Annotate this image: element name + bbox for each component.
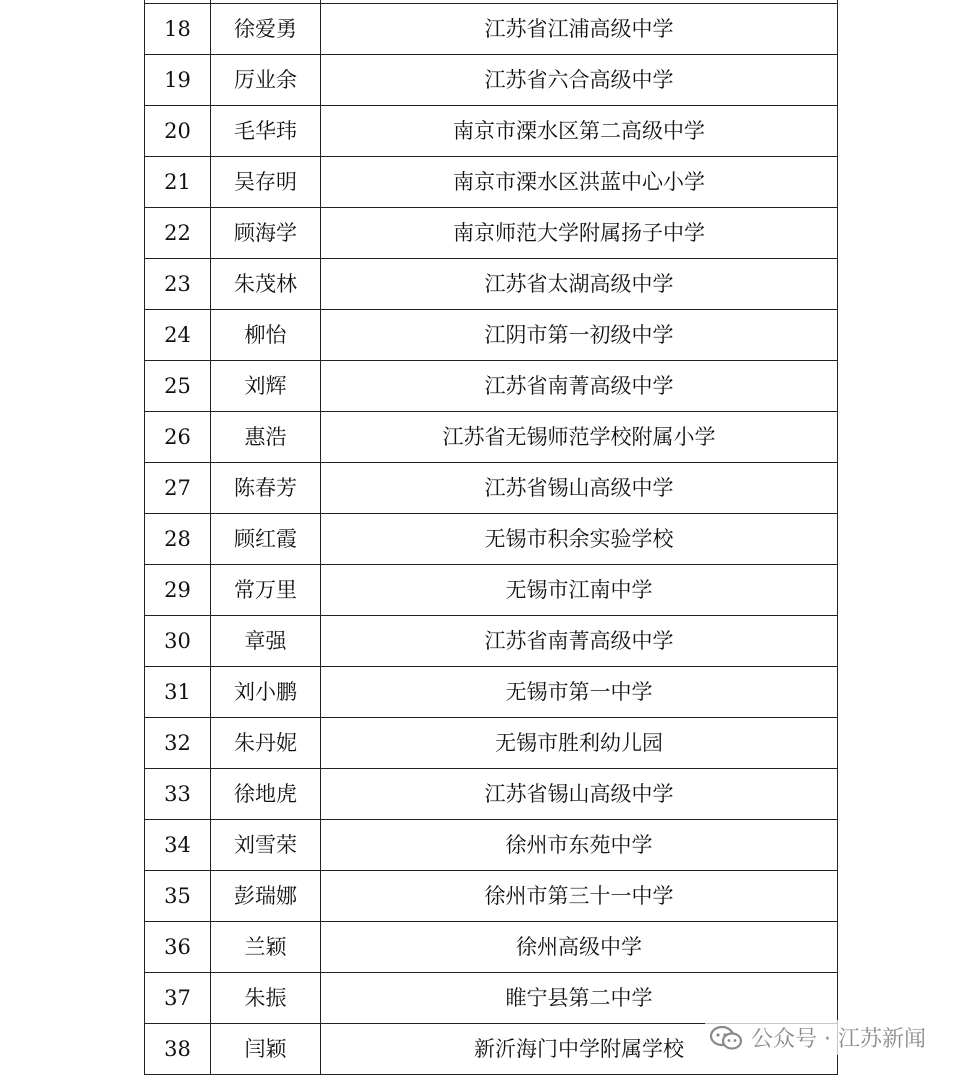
person-name: 毛华玮 [211, 106, 321, 157]
school-name: 新沂海门中学附属学校 [321, 1024, 838, 1075]
person-name: 惠浩 [211, 412, 321, 463]
person-name: 刘雪荣 [211, 820, 321, 871]
row-number: 37 [145, 973, 211, 1024]
row-number: 22 [145, 208, 211, 259]
person-name: 章强 [211, 616, 321, 667]
school-name: 江苏省南菁高级中学 [321, 361, 838, 412]
row-number: 38 [145, 1024, 211, 1075]
row-number: 26 [145, 412, 211, 463]
school-name: 江苏省江浦高级中学 [321, 4, 838, 55]
table-row [145, 310, 838, 361]
row-number: 24 [145, 310, 211, 361]
row-number: 25 [145, 361, 211, 412]
row-number: 18 [145, 4, 211, 55]
school-name: 无锡市胜利幼儿园 [321, 718, 838, 769]
award-list-table [144, 0, 838, 1075]
school-name: 无锡市江南中学 [321, 565, 838, 616]
person-name: 吴存明 [211, 157, 321, 208]
award-list-table-container [144, 0, 837, 1075]
person-name: 徐地虎 [211, 769, 321, 820]
table-row [145, 106, 838, 157]
wechat-official-account-icon [709, 1024, 743, 1052]
person-name: 柳怡 [211, 310, 321, 361]
row-number: 19 [145, 55, 211, 106]
row-number: 33 [145, 769, 211, 820]
row-number: 30 [145, 616, 211, 667]
table-row [145, 871, 838, 922]
table-row [145, 514, 838, 565]
table-row [145, 667, 838, 718]
table-row [145, 361, 838, 412]
school-name: 江苏省锡山高级中学 [321, 463, 838, 514]
school-name: 南京市溧水区第二高级中学 [321, 106, 838, 157]
person-name: 朱振 [211, 973, 321, 1024]
table-row [145, 412, 838, 463]
watermark-text: 公众号 · 江苏新闻 [751, 1027, 926, 1052]
row-number: 34 [145, 820, 211, 871]
school-name: 徐州高级中学 [321, 922, 838, 973]
table-row [145, 922, 838, 973]
school-name: 无锡市积余实验学校 [321, 514, 838, 565]
school-name: 无锡市第一中学 [321, 667, 838, 718]
school-name: 江苏省无锡师范学校附属小学 [321, 412, 838, 463]
person-name: 刘辉 [211, 361, 321, 412]
person-name: 兰颖 [211, 922, 321, 973]
table-row [145, 55, 838, 106]
table-row [145, 769, 838, 820]
person-name: 朱丹妮 [211, 718, 321, 769]
person-name: 陈春芳 [211, 463, 321, 514]
table-row [145, 208, 838, 259]
table-row [145, 973, 838, 1024]
person-name: 彭瑞娜 [211, 871, 321, 922]
table-row [145, 463, 838, 514]
school-name: 徐州市第三十一中学 [321, 871, 838, 922]
school-name: 南京师范大学附属扬子中学 [321, 208, 838, 259]
table-row [145, 820, 838, 871]
school-name: 南京市溧水区洪蓝中心小学 [321, 157, 838, 208]
row-number: 35 [145, 871, 211, 922]
row-number: 36 [145, 922, 211, 973]
row-number: 21 [145, 157, 211, 208]
table-row [145, 157, 838, 208]
table-row [145, 718, 838, 769]
person-name: 厉业余 [211, 55, 321, 106]
source-watermark [705, 1020, 930, 1055]
person-name: 闫颖 [211, 1024, 321, 1075]
school-name: 江苏省太湖高级中学 [321, 259, 838, 310]
school-name: 睢宁县第二中学 [321, 973, 838, 1024]
school-name: 江苏省南菁高级中学 [321, 616, 838, 667]
school-name: 徐州市东苑中学 [321, 820, 838, 871]
person-name: 常万里 [211, 565, 321, 616]
person-name: 朱茂林 [211, 259, 321, 310]
table-row [145, 259, 838, 310]
row-number: 29 [145, 565, 211, 616]
row-number: 23 [145, 259, 211, 310]
row-number: 28 [145, 514, 211, 565]
table-row [145, 565, 838, 616]
person-name: 顾红霞 [211, 514, 321, 565]
row-number: 32 [145, 718, 211, 769]
row-number: 20 [145, 106, 211, 157]
school-name: 江苏省六合高级中学 [321, 55, 838, 106]
row-number: 27 [145, 463, 211, 514]
table-row [145, 4, 838, 55]
person-name: 徐爱勇 [211, 4, 321, 55]
table-row [145, 616, 838, 667]
person-name: 刘小鹏 [211, 667, 321, 718]
table-body [145, 0, 838, 1075]
school-name: 江苏省锡山高级中学 [321, 769, 838, 820]
school-name: 江阴市第一初级中学 [321, 310, 838, 361]
person-name: 顾海学 [211, 208, 321, 259]
row-number: 31 [145, 667, 211, 718]
